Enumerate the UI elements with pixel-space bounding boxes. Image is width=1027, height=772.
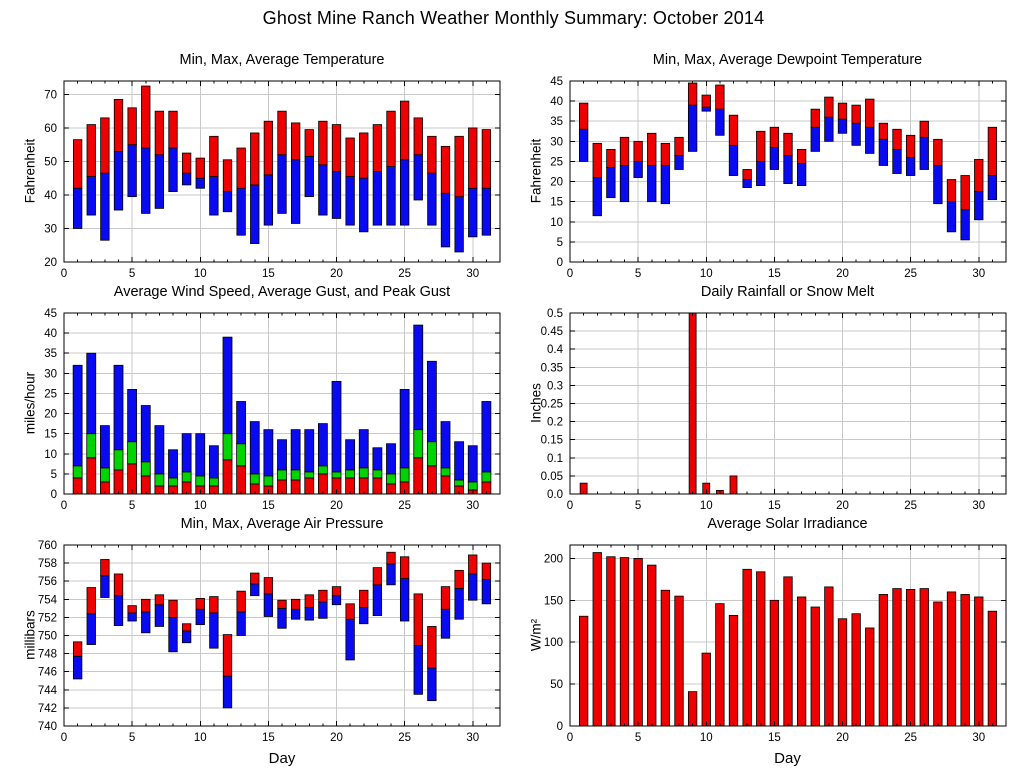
svg-text:20: 20 bbox=[330, 268, 343, 280]
svg-text:30: 30 bbox=[466, 500, 480, 512]
svg-text:100: 100 bbox=[543, 637, 563, 650]
svg-text:752: 752 bbox=[37, 612, 57, 625]
svg-text:5: 5 bbox=[634, 500, 641, 512]
svg-text:15: 15 bbox=[261, 732, 275, 744]
svg-text:20: 20 bbox=[44, 257, 57, 269]
svg-text:748: 748 bbox=[37, 648, 57, 661]
svg-text:754: 754 bbox=[37, 594, 57, 607]
svg-text:742: 742 bbox=[37, 702, 57, 715]
svg-text:30: 30 bbox=[971, 268, 985, 280]
svg-text:45: 45 bbox=[44, 308, 57, 320]
chart-title: Average Wind Speed, Average Gust, and Peak Gust bbox=[113, 284, 451, 300]
svg-text:0.25: 0.25 bbox=[540, 398, 563, 411]
svg-text:30: 30 bbox=[44, 223, 57, 236]
svg-text:15: 15 bbox=[44, 428, 57, 441]
svg-text:30: 30 bbox=[971, 732, 985, 744]
svg-text:20: 20 bbox=[835, 500, 849, 512]
svg-text:0: 0 bbox=[556, 721, 563, 733]
svg-text:0.2: 0.2 bbox=[546, 416, 563, 429]
svg-text:10: 10 bbox=[699, 500, 713, 512]
svg-text:20: 20 bbox=[44, 408, 57, 421]
y-axis-label: millibars bbox=[22, 610, 38, 660]
svg-text:0.3: 0.3 bbox=[546, 380, 563, 393]
svg-text:760: 760 bbox=[37, 540, 57, 552]
svg-text:5: 5 bbox=[128, 732, 136, 744]
svg-text:60: 60 bbox=[44, 122, 57, 135]
svg-text:50: 50 bbox=[549, 679, 563, 692]
svg-text:25: 25 bbox=[903, 500, 917, 512]
svg-text:0: 0 bbox=[60, 500, 68, 512]
chart-title: Min, Max, Average Temperature bbox=[179, 52, 385, 68]
pressure-plot bbox=[8, 540, 513, 748]
charts-grid bbox=[8, 46, 1019, 772]
svg-text:30: 30 bbox=[971, 500, 985, 512]
temperature-plot bbox=[8, 76, 513, 284]
svg-text:746: 746 bbox=[37, 666, 57, 679]
svg-text:0: 0 bbox=[60, 732, 68, 744]
y-axis-label: Fahrenheit bbox=[22, 138, 38, 204]
svg-text:5: 5 bbox=[556, 236, 563, 249]
y-axis-label: W/m² bbox=[528, 618, 543, 652]
svg-text:50: 50 bbox=[44, 156, 57, 169]
svg-text:0.5: 0.5 bbox=[546, 308, 563, 320]
svg-text:0.0: 0.0 bbox=[546, 489, 563, 501]
chart-temperature bbox=[8, 46, 514, 278]
svg-text:25: 25 bbox=[44, 388, 57, 401]
svg-text:20: 20 bbox=[330, 732, 343, 744]
chart-pressure bbox=[8, 510, 514, 772]
svg-text:0.1: 0.1 bbox=[546, 452, 563, 465]
svg-text:20: 20 bbox=[330, 500, 343, 512]
svg-text:0: 0 bbox=[60, 268, 68, 280]
svg-text:10: 10 bbox=[193, 732, 207, 744]
chart-title: Min, Max, Average Air Pressure bbox=[180, 516, 384, 532]
svg-text:150: 150 bbox=[543, 595, 563, 608]
svg-text:10: 10 bbox=[44, 448, 57, 461]
x-axis-label: Day bbox=[774, 750, 801, 767]
svg-text:35: 35 bbox=[44, 348, 57, 361]
svg-text:0: 0 bbox=[50, 489, 57, 501]
svg-text:15: 15 bbox=[767, 500, 781, 512]
y-axis-label: miles/hour bbox=[22, 371, 38, 435]
svg-text:25: 25 bbox=[549, 156, 563, 169]
svg-text:15: 15 bbox=[767, 268, 781, 280]
svg-text:40: 40 bbox=[44, 189, 57, 202]
svg-text:756: 756 bbox=[37, 576, 57, 589]
svg-text:30: 30 bbox=[466, 732, 480, 744]
svg-text:15: 15 bbox=[549, 196, 563, 209]
svg-text:0: 0 bbox=[566, 268, 573, 280]
svg-text:20: 20 bbox=[835, 268, 849, 280]
svg-text:25: 25 bbox=[398, 268, 412, 280]
rainfall-plot bbox=[514, 308, 1019, 516]
chart-solar bbox=[514, 510, 1020, 772]
svg-text:0.05: 0.05 bbox=[540, 470, 563, 483]
x-axis-label: Day bbox=[268, 750, 296, 767]
svg-text:30: 30 bbox=[549, 136, 563, 149]
chart-title: Average Solar Irradiance bbox=[707, 516, 868, 532]
y-axis-label: Fahrenheit bbox=[528, 138, 543, 204]
chart-title: Daily Rainfall or Snow Melt bbox=[700, 284, 875, 300]
svg-text:15: 15 bbox=[767, 732, 781, 744]
chart-rainfall bbox=[514, 278, 1020, 510]
svg-text:10: 10 bbox=[699, 268, 713, 280]
svg-text:10: 10 bbox=[193, 500, 207, 512]
svg-text:0.15: 0.15 bbox=[540, 434, 563, 447]
svg-text:5: 5 bbox=[634, 268, 641, 280]
svg-text:5: 5 bbox=[50, 468, 57, 481]
svg-text:25: 25 bbox=[398, 732, 412, 744]
y-axis-label: Inches bbox=[528, 383, 543, 423]
svg-text:45: 45 bbox=[549, 76, 563, 88]
svg-text:750: 750 bbox=[37, 630, 57, 643]
chart-wind bbox=[8, 278, 514, 510]
svg-text:10: 10 bbox=[549, 216, 563, 229]
svg-text:0.45: 0.45 bbox=[540, 326, 563, 339]
svg-text:10: 10 bbox=[699, 732, 713, 744]
svg-text:15: 15 bbox=[261, 500, 275, 512]
svg-text:30: 30 bbox=[44, 368, 57, 381]
svg-text:10: 10 bbox=[193, 268, 207, 280]
svg-text:35: 35 bbox=[549, 116, 563, 129]
svg-text:5: 5 bbox=[634, 732, 641, 744]
svg-text:5: 5 bbox=[128, 500, 136, 512]
svg-text:20: 20 bbox=[549, 176, 563, 189]
chart-dewpoint bbox=[514, 46, 1020, 278]
wind-plot bbox=[8, 308, 513, 516]
svg-text:70: 70 bbox=[44, 89, 57, 102]
svg-text:5: 5 bbox=[128, 268, 136, 280]
svg-text:0: 0 bbox=[556, 257, 563, 269]
solar-plot bbox=[514, 540, 1019, 748]
chart-title: Min, Max, Average Dewpoint Temperature bbox=[652, 52, 923, 68]
svg-text:0: 0 bbox=[566, 732, 573, 744]
svg-text:15: 15 bbox=[261, 268, 275, 280]
svg-text:20: 20 bbox=[835, 732, 849, 744]
page-title: Ghost Mine Ranch Weather Monthly Summary: October 2014 bbox=[262, 8, 765, 28]
svg-text:740: 740 bbox=[37, 721, 57, 733]
svg-text:744: 744 bbox=[37, 684, 57, 697]
svg-text:40: 40 bbox=[549, 96, 563, 109]
svg-text:25: 25 bbox=[398, 500, 412, 512]
svg-text:0: 0 bbox=[566, 500, 573, 512]
svg-text:758: 758 bbox=[37, 558, 57, 571]
svg-text:25: 25 bbox=[903, 732, 917, 744]
svg-text:0.35: 0.35 bbox=[540, 362, 563, 375]
svg-text:25: 25 bbox=[903, 268, 917, 280]
dewpoint-plot bbox=[514, 76, 1019, 284]
svg-text:30: 30 bbox=[466, 268, 480, 280]
svg-text:40: 40 bbox=[44, 328, 57, 341]
svg-text:200: 200 bbox=[543, 553, 563, 566]
svg-text:0.4: 0.4 bbox=[546, 344, 563, 357]
